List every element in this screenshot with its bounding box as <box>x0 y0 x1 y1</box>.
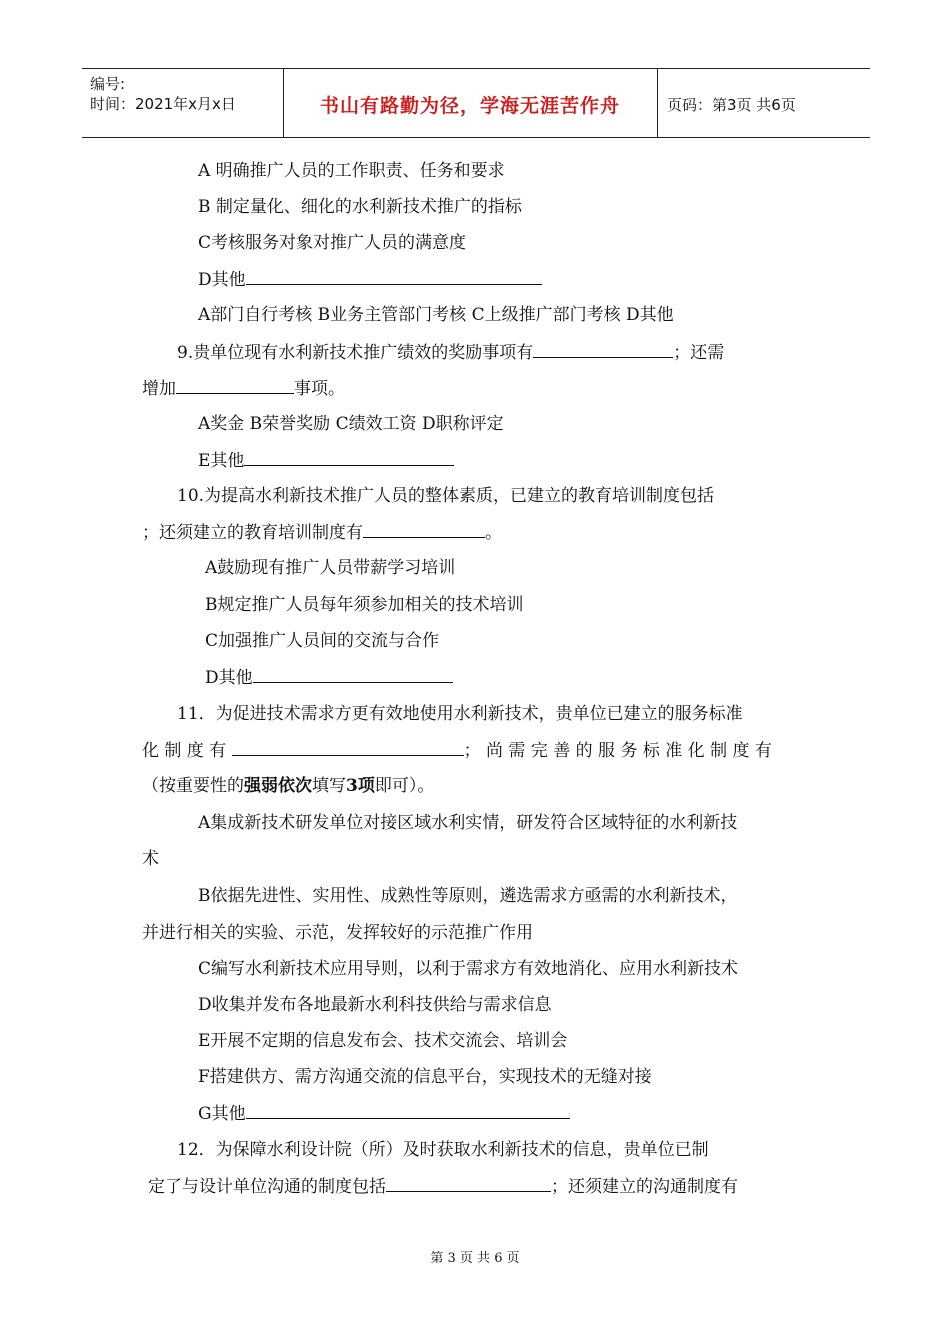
question-text: 事项。 <box>294 379 345 399</box>
option-line: F搭建供方、需方沟通交流的信息平台，实现技术的无缝对接 <box>198 1067 652 1087</box>
question-line: 12．为保障水利设计院（所）及时获取水利新技术的信息，贵单位已制 <box>177 1140 709 1160</box>
answer-blank[interactable] <box>253 666 453 683</box>
question-line <box>142 739 772 762</box>
option-line <box>198 1102 570 1125</box>
question-line <box>142 377 345 400</box>
question-text: 填写 <box>312 776 346 796</box>
question-text: 9.贵单位现有水利新技术推广绩效的奖励事项有 <box>177 343 534 363</box>
answer-blank[interactable] <box>246 268 542 285</box>
option-line: A鼓励现有推广人员带薪学习培训 <box>205 558 456 578</box>
option-line: A奖金 B荣誉奖励 C绩效工资 D职称评定 <box>198 414 504 434</box>
answer-blank[interactable] <box>246 1102 570 1119</box>
header-page-cell <box>657 69 870 137</box>
option-line: B 制定量化、细化的水利新技术推广的指标 <box>198 197 522 217</box>
answer-blank[interactable] <box>533 341 673 358</box>
option-line <box>205 666 453 689</box>
question-text: （按重要性的 <box>142 776 244 796</box>
answer-blank[interactable] <box>363 521 485 538</box>
document-number-label: 编号: <box>90 75 126 93</box>
question-line: 10.为提高水利新技术推广人员的整体素质，已建立的教育培训制度包括 <box>177 486 715 506</box>
question-line <box>177 341 724 364</box>
option-other-label: D其他 <box>205 668 253 688</box>
question-line <box>142 521 502 544</box>
question-text: ；还须建立的沟通制度有 <box>551 1177 738 1197</box>
question-text: ； 尚 需 完 善 的 服 务 标 准 化 制 度 有 <box>463 741 772 761</box>
question-text: ；还需 <box>673 343 725 363</box>
option-other-label: G其他 <box>198 1104 246 1124</box>
header-motto-cell <box>283 69 658 137</box>
answer-blank[interactable] <box>176 377 294 394</box>
option-other-label: E其他 <box>198 451 245 471</box>
option-line: A集成新技术研发单位对接区域水利实情，研发符合区域特征的水利新技 <box>198 813 738 833</box>
answer-blank[interactable] <box>244 449 454 466</box>
option-line: D收集并发布各地最新水利科技供给与需求信息 <box>198 995 552 1015</box>
question-line <box>142 775 434 797</box>
option-line: B依据先进性、实用性、成熟性等原则，遴选需求方亟需的水利新技术， <box>198 886 738 906</box>
question-text: 定了与设计单位沟通的制度包括 <box>148 1177 386 1197</box>
option-line <box>198 449 454 472</box>
header-info-cell <box>82 69 284 137</box>
page-info: 页码：第3页 共6页 <box>667 96 796 114</box>
document-date-label: 时间：2021年x月x日 <box>90 95 236 113</box>
option-line: B规定推广人员每年须参加相关的技术培训 <box>205 595 524 615</box>
option-line: C加强推广人员间的交流与合作 <box>205 631 440 651</box>
emphasis-text: 强弱依次 <box>244 776 312 796</box>
option-line: 术 <box>142 849 159 869</box>
page-footer: 第 3 页 共 6 页 <box>430 1251 520 1266</box>
answer-blank[interactable] <box>232 739 464 756</box>
question-text: ；还须建立的教育培训制度有 <box>142 523 363 543</box>
option-other-label: D其他 <box>198 270 246 290</box>
page-header <box>82 68 870 138</box>
question-text: 化 制 度 有 <box>142 741 227 761</box>
answer-blank[interactable] <box>386 1175 551 1192</box>
emphasis-text: 3项 <box>346 776 375 796</box>
question-text: 增加 <box>142 379 176 399</box>
option-line: C考核服务对象对推广人员的满意度 <box>198 233 467 253</box>
option-line: A 明确推广人员的工作职责、任务和要求 <box>198 161 505 181</box>
question-text: 。 <box>485 523 502 543</box>
option-line: A部门自行考核 B业务主管部门考核 C上级推广部门考核 D其他 <box>198 305 674 325</box>
option-line: C编写水利新技术应用导则，以利于需求方有效地消化、应用水利新技术 <box>198 959 739 979</box>
motto-text: 书山有路勤为径，学海无涯苦作舟 <box>319 95 620 117</box>
option-line <box>198 268 542 291</box>
option-line: 并进行相关的实验、示范，发挥较好的示范推广作用 <box>142 923 533 943</box>
option-line: E开展不定期的信息发布会、技术交流会、培训会 <box>198 1031 568 1051</box>
question-line <box>148 1175 738 1198</box>
question-line: 11．为促进技术需求方更有效地使用水利新技术，贵单位已建立的服务标准 <box>177 704 743 724</box>
question-text: 即可）。 <box>374 776 435 796</box>
